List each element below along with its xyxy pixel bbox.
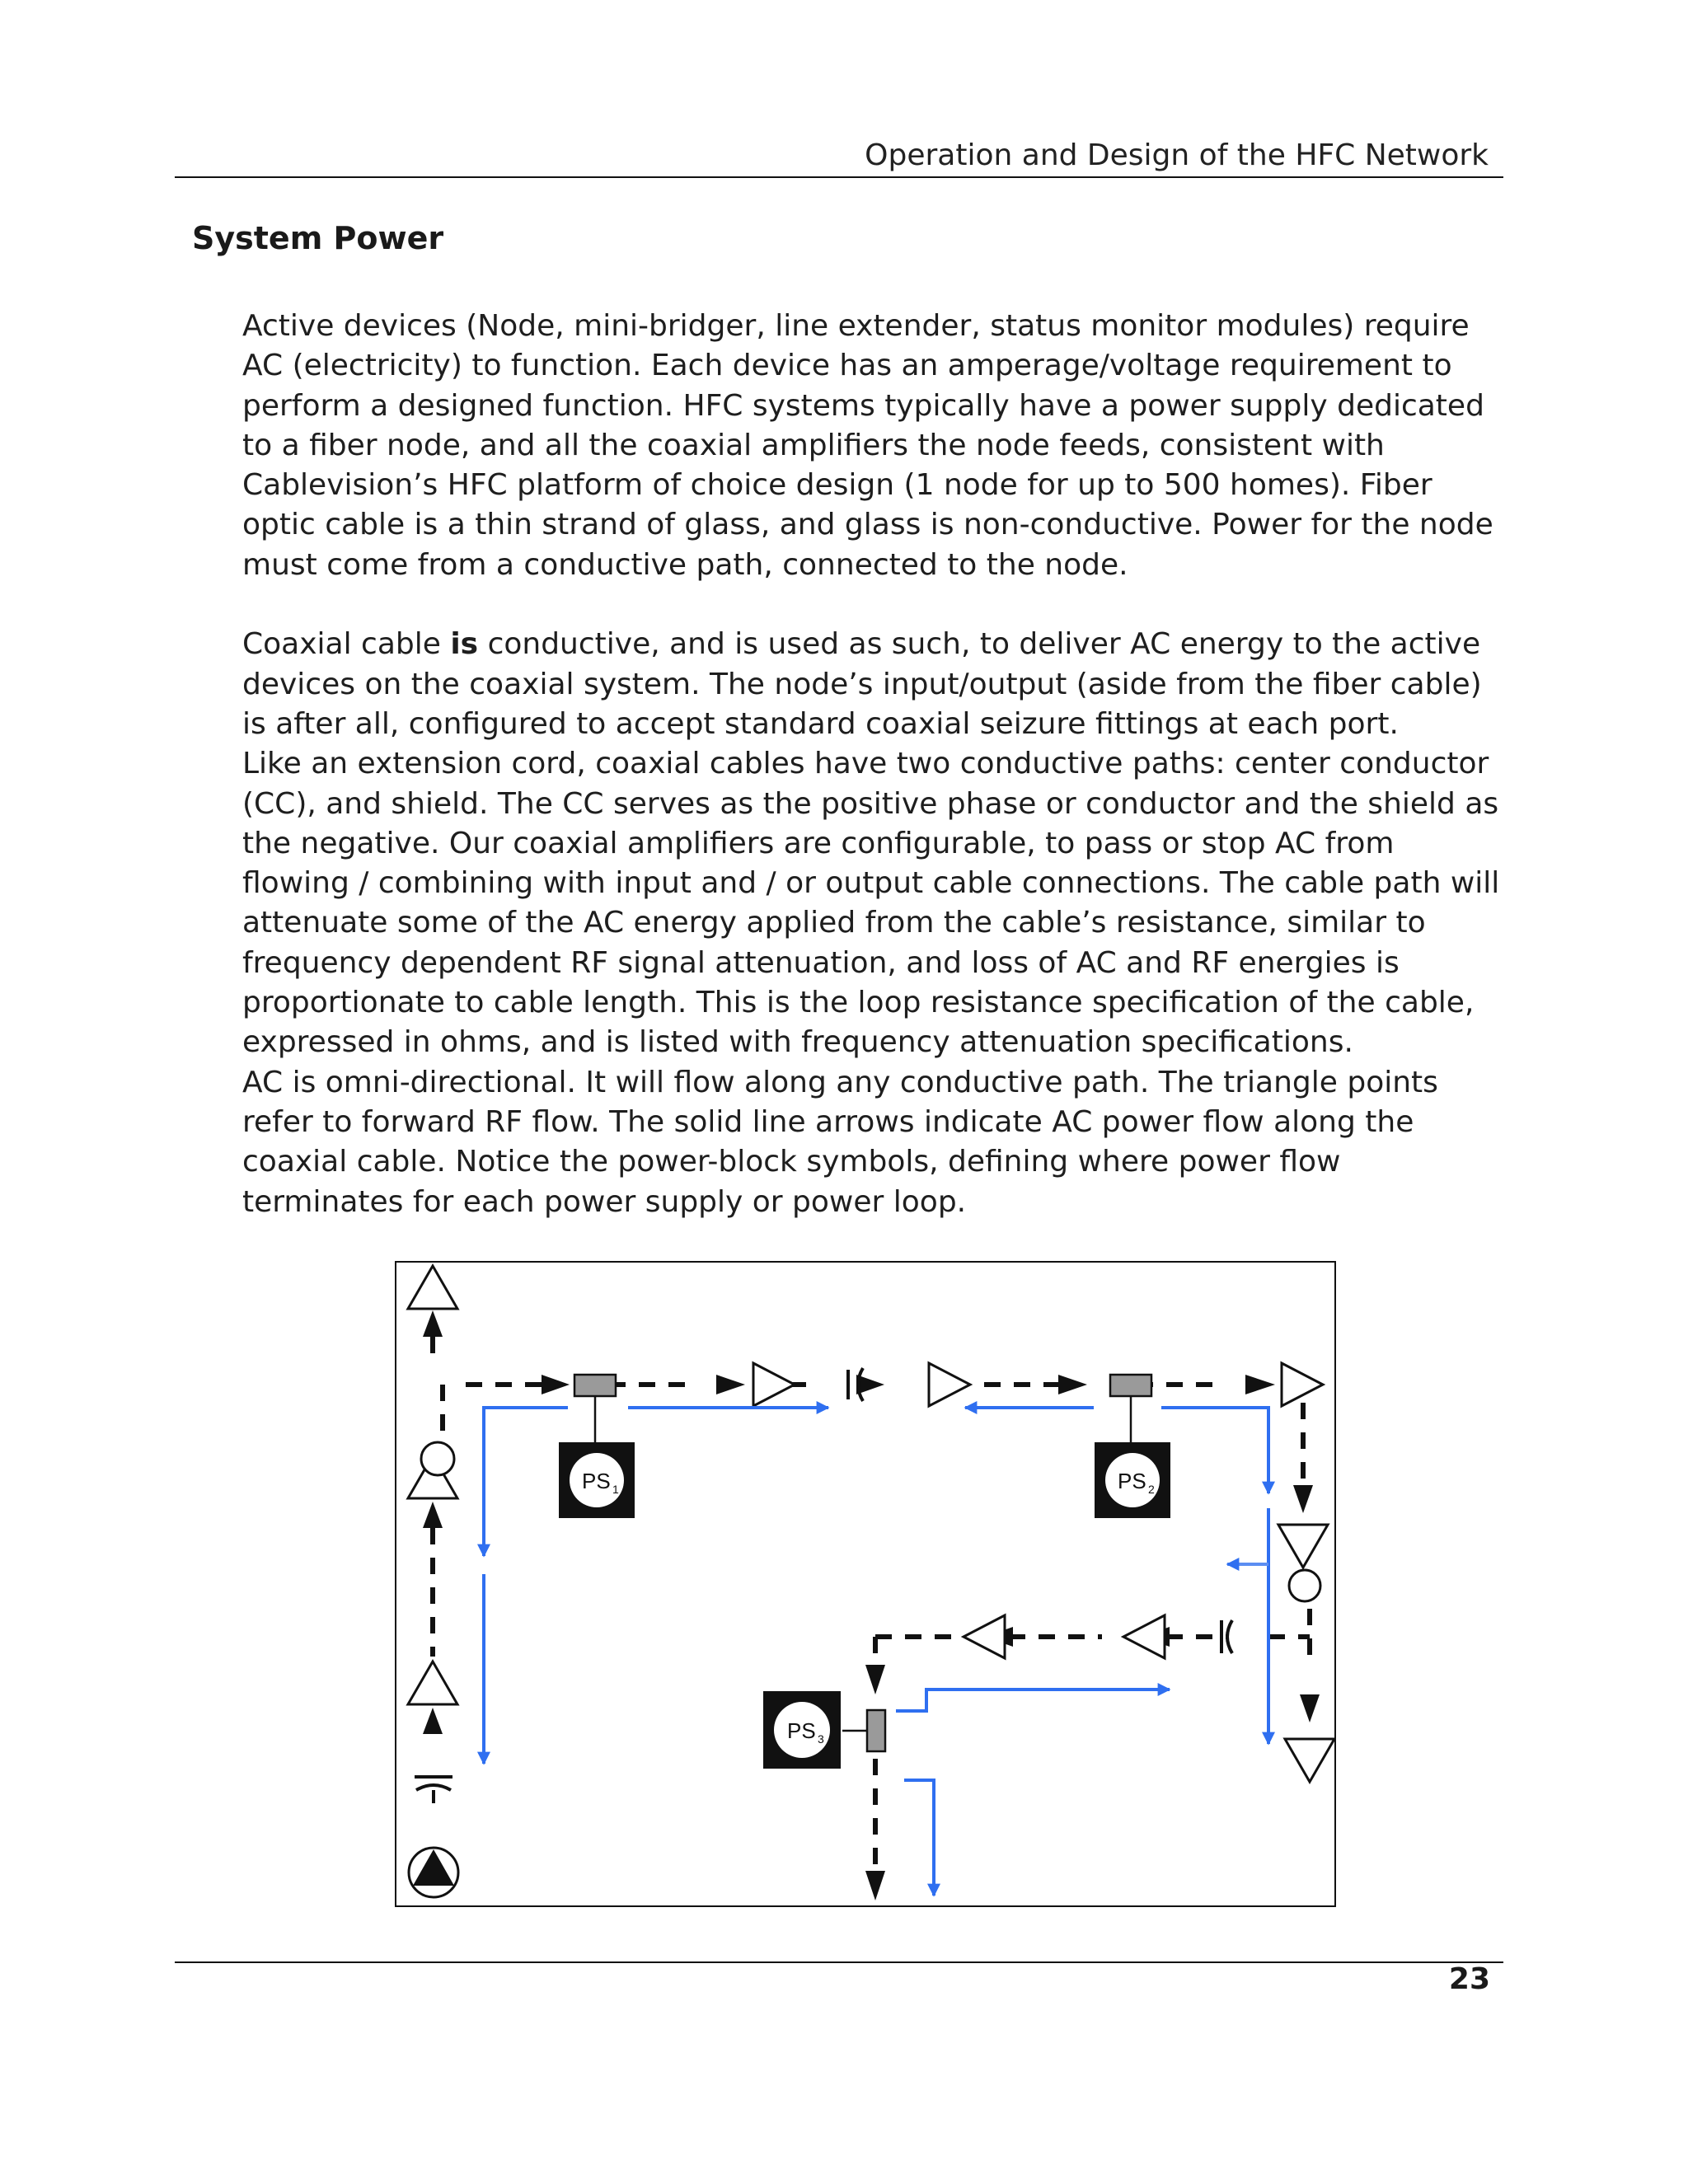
- power-supply-ps3: [763, 1691, 841, 1769]
- paragraph-2-rest: conductive, and is used as such, to deliver AC energy to the active devices on the coaxial system. The node’s input/output (aside from the fiber cable) is after all, configured to accept standard coaxial seizure fittings at each port.: [242, 627, 1482, 741]
- status-monitor-icon: [1289, 1570, 1320, 1601]
- power-supply-label: PS: [1118, 1469, 1146, 1493]
- paragraph-gap: [242, 585, 1503, 625]
- header-rule: [175, 176, 1503, 178]
- paragraph-2-lead: Coaxial cable: [242, 627, 451, 662]
- running-header: Operation and Design of the HFC Network: [865, 138, 1489, 172]
- power-supply-label: PS: [582, 1469, 611, 1493]
- paragraph-1: Active devices (Node, mini-bridger, line extender, status monitor modules) require AC (electricity) to function. Each device has an amperage/voltage requirement to perform a designed function. HFC systems typically have a power supply dedicated to a fiber node, and all the coaxial amplifiers the node feeds, consistent with Cablevision’s HFC platform of choice design (1 node for up to 500 homes). Fiber optic cable is a thin strand of glass, and glass is non-conductive. Power for the node must come from a conductive path, connected to the node.: [242, 309, 1493, 582]
- power-supply-ps2: [1095, 1442, 1170, 1518]
- power-supply-label: PS: [787, 1718, 816, 1743]
- diagram-frame: [396, 1262, 1335, 1906]
- power-supply-subscript: 1: [612, 1483, 619, 1496]
- power-inserter-icon: [1110, 1375, 1151, 1396]
- status-monitor-icon: [421, 1442, 454, 1475]
- paragraph-2-emphasis: is: [450, 627, 479, 662]
- paragraph-3: Like an extension cord, coaxial cables have two conductive paths: center conductor (CC), and shield. The CC serves as the positive phase or conductor and the shield as the negative. Our coaxial amplifiers are configurable, to pass or stop AC from flowing / combining with input and / or output cable connections. The cable path will attenuate some of the AC energy applied from the cable’s resistance, similar to frequency dependent RF signal attenuation, and loss of AC and RF energies is proportionate to cable length. This is the loop resistance specification of the cable, expressed in ohms, and is listed with frequency attenuation specifications.: [242, 747, 1500, 1060]
- paragraph-2: [242, 625, 1503, 744]
- power-supply-subscript: 3: [818, 1732, 824, 1746]
- power-inserter-icon: [867, 1710, 885, 1751]
- power-supply-subscript: 2: [1148, 1483, 1155, 1496]
- section-title: System Power: [192, 220, 444, 256]
- headend-source-icon: [409, 1848, 458, 1897]
- page-number: 23: [1448, 1962, 1490, 1996]
- power-inserter-icon: [574, 1375, 616, 1396]
- power-flow-svg: [395, 1261, 1336, 1907]
- power-flow-diagram: [395, 1261, 1336, 1907]
- paragraph-4: AC is omni-directional. It will flow along any conductive path. The triangle points refer to forward RF flow. The solid line arrows indicate AC power flow along the coaxial cable. Notice the power-block symbols, defining where power flow terminates for each power supply or power loop.: [242, 1065, 1438, 1219]
- body-text: [242, 307, 1503, 1222]
- power-supply-ps1: [559, 1442, 635, 1518]
